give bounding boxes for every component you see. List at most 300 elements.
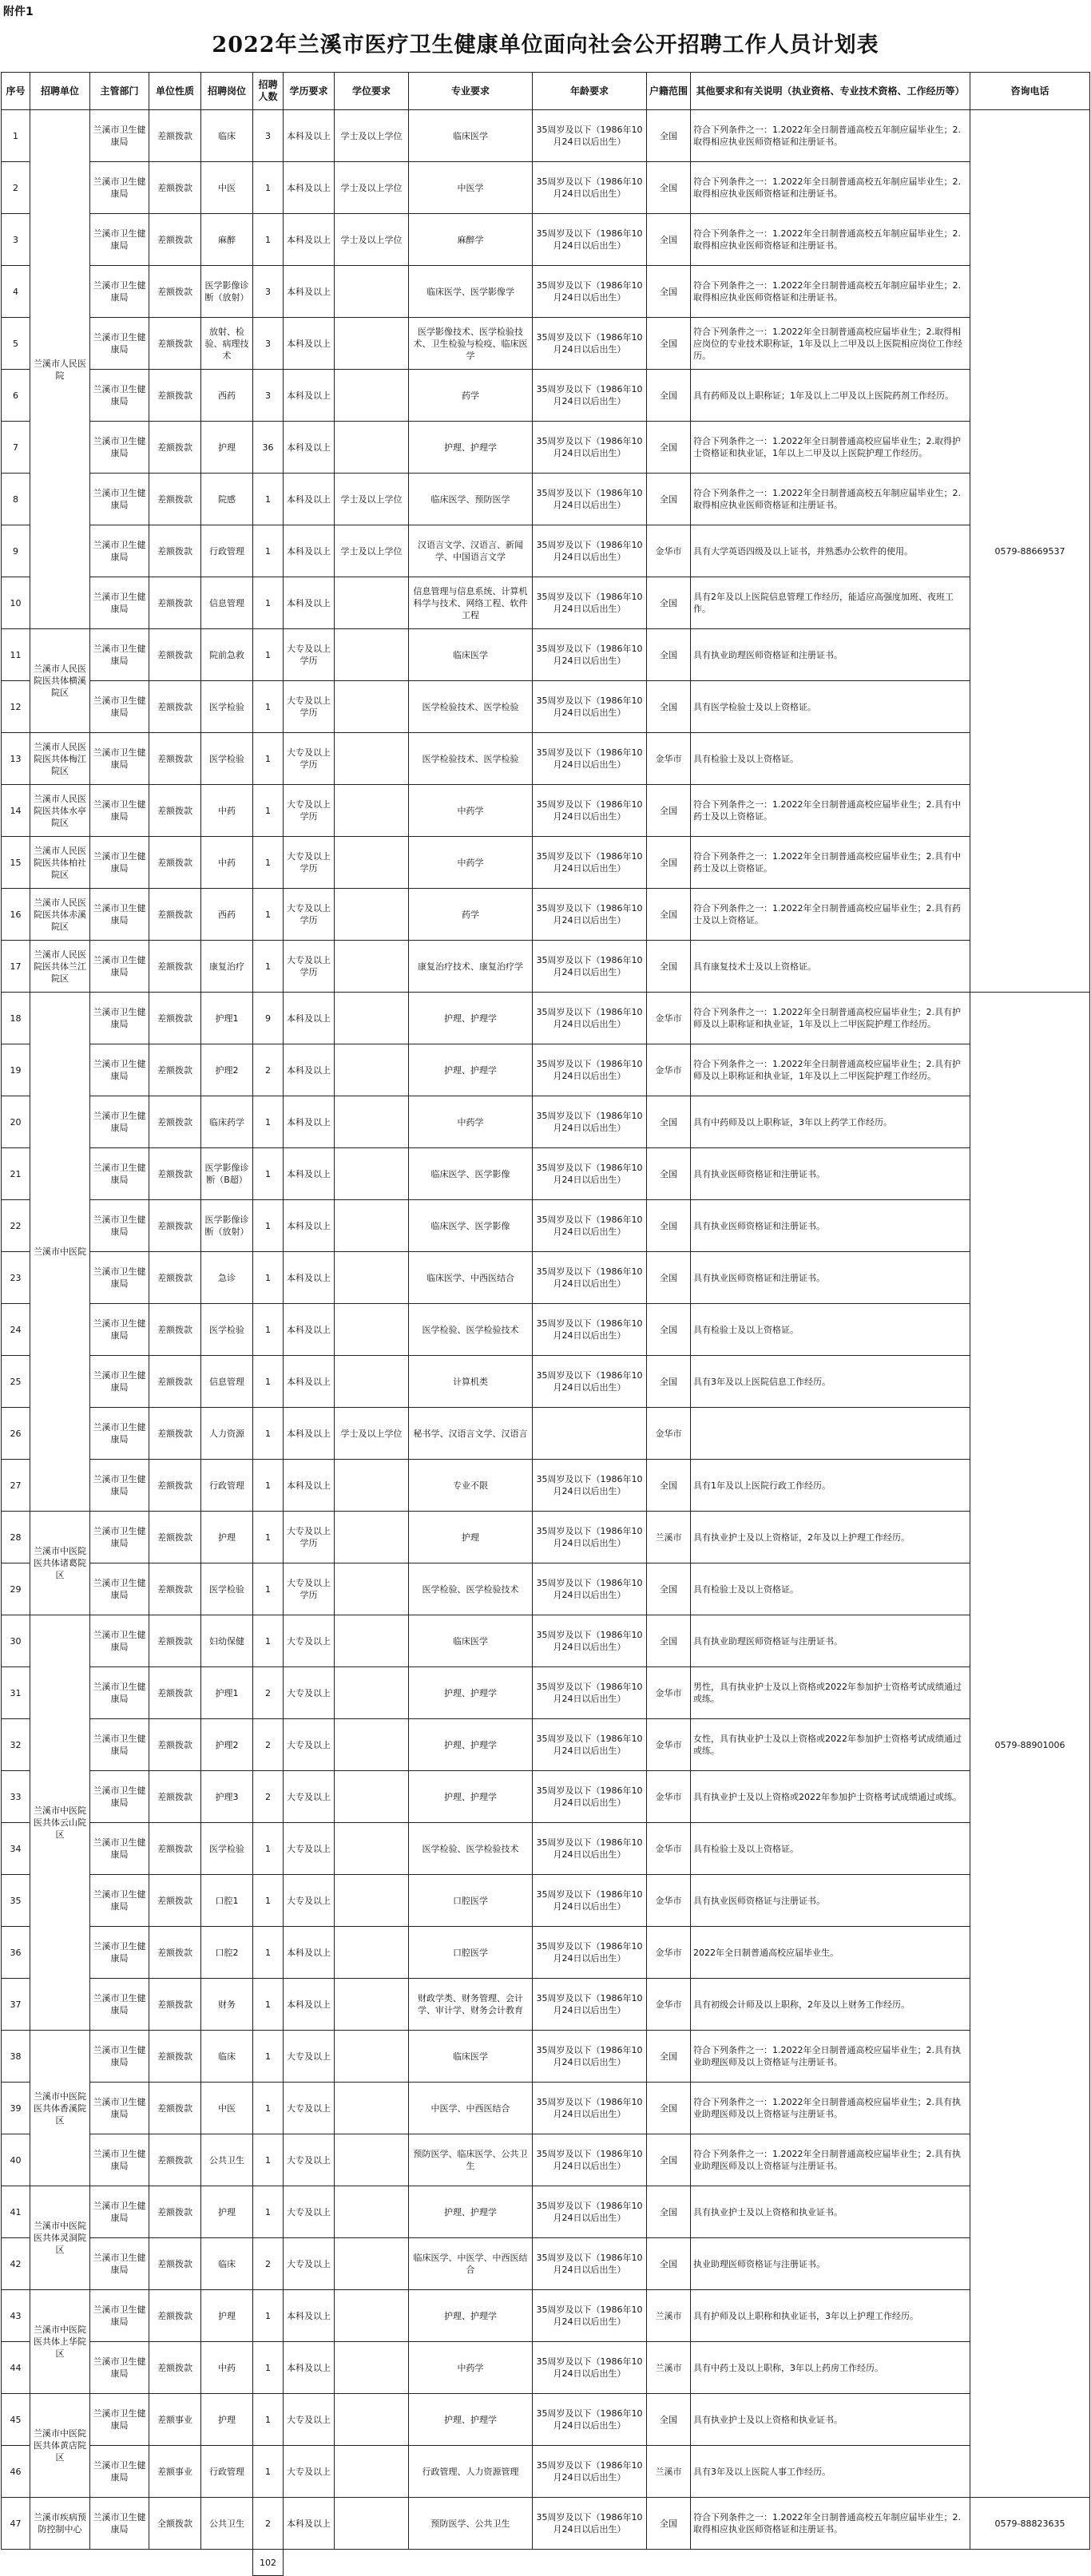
cell-no: 38 bbox=[2, 2031, 30, 2083]
cell-degree bbox=[335, 1979, 409, 2031]
attachment-label: 附件1 bbox=[3, 6, 34, 18]
cell-other: 具有执业医师资格证与注册证书。 bbox=[691, 1875, 970, 1927]
cell-edu: 本科及以上 bbox=[284, 1200, 335, 1252]
cell-major: 临床医学、医学影像 bbox=[409, 1200, 533, 1252]
table-row bbox=[2, 1927, 1090, 1979]
cell-dept: 兰溪市卫生健康局 bbox=[90, 733, 149, 785]
cell-age: 35周岁及以下（1986年10月24日以后出生） bbox=[533, 2498, 647, 2550]
cell-post: 医学检验 bbox=[201, 1823, 253, 1875]
cell-nature: 差额事业 bbox=[149, 2394, 201, 2446]
cell-no: 45 bbox=[2, 2394, 30, 2446]
cell-edu: 大专及以上 bbox=[284, 1875, 335, 1927]
cell-hukou: 全国 bbox=[647, 370, 691, 422]
cell-degree bbox=[335, 1304, 409, 1356]
cell-no: 23 bbox=[2, 1252, 30, 1304]
cell-edu: 大专及以上学历 bbox=[284, 837, 335, 889]
cell-nature: 差额拨款 bbox=[149, 525, 201, 577]
cell-no: 33 bbox=[2, 1771, 30, 1823]
cell-major: 临床医学、中医学、中西医结合 bbox=[409, 2238, 533, 2290]
total-row bbox=[2, 2550, 1090, 2576]
table-row bbox=[2, 1148, 1090, 1200]
cell-post: 口腔1 bbox=[201, 1875, 253, 1927]
cell-other: 2022年全日制普通高校应届毕业生。 bbox=[691, 1927, 970, 1979]
cell-unit: 兰溪市人民医院 bbox=[30, 110, 90, 629]
cell-degree bbox=[335, 785, 409, 837]
cell-edu: 大专及以上 bbox=[284, 2083, 335, 2134]
cell-age: 35周岁及以下（1986年10月24日以后出生） bbox=[533, 1875, 647, 1927]
cell-degree bbox=[335, 1563, 409, 1615]
table-row bbox=[2, 889, 1090, 941]
cell-major: 口腔医学 bbox=[409, 1875, 533, 1927]
cell-count: 1 bbox=[253, 837, 284, 889]
cell-age: 35周岁及以下（1986年10月24日以后出生） bbox=[533, 1823, 647, 1875]
cell-major: 临床医学、医学影像学 bbox=[409, 266, 533, 318]
cell-hukou: 全国 bbox=[647, 941, 691, 993]
cell-hukou: 全国 bbox=[647, 266, 691, 318]
cell-nature: 差额拨款 bbox=[149, 1563, 201, 1615]
cell-age: 35周岁及以下（1986年10月24日以后出生） bbox=[533, 733, 647, 785]
total-blank-cell bbox=[691, 2550, 970, 2576]
cell-degree bbox=[335, 733, 409, 785]
cell-unit: 兰溪市中医院 bbox=[30, 993, 90, 1512]
cell-hukou: 全国 bbox=[647, 2394, 691, 2446]
cell-post: 公共卫生 bbox=[201, 2498, 253, 2550]
cell-major: 护理、护理学 bbox=[409, 1044, 533, 1096]
cell-count: 3 bbox=[253, 110, 284, 162]
cell-post: 西药 bbox=[201, 370, 253, 422]
cell-hukou: 全国 bbox=[647, 1096, 691, 1148]
table-row bbox=[2, 1356, 1090, 1408]
cell-degree bbox=[335, 1044, 409, 1096]
cell-dept: 兰溪市卫生健康局 bbox=[90, 2238, 149, 2290]
cell-other: 符合下列条件之一：1.2022年全日制普通高校应届毕业生；2.具有执业助理医师及以上资格证与注册证书。 bbox=[691, 2134, 970, 2186]
cell-other: 具有执业助理医师资格证和注册证书。 bbox=[691, 629, 970, 681]
cell-degree bbox=[335, 1875, 409, 1927]
cell-nature: 差额拨款 bbox=[149, 1044, 201, 1096]
table-row bbox=[2, 681, 1090, 733]
cell-post: 院感 bbox=[201, 474, 253, 525]
cell-age: 35周岁及以下（1986年10月24日以后出生） bbox=[533, 1304, 647, 1356]
cell-post: 临床 bbox=[201, 2238, 253, 2290]
cell-post: 医学检验 bbox=[201, 1563, 253, 1615]
cell-other: 符合下列条件之一：1.2022年全日制普通高校应届毕业生；2.具有护师及以上职称证和执业证，1年及以上二甲医院护理工作经历。 bbox=[691, 993, 970, 1044]
cell-post: 医学检验 bbox=[201, 733, 253, 785]
cell-other: 符合下列条件之一：1.2022年全日制普通高校应届毕业生；2.具有护师及以上职称证和执业证，1年及以上二甲医院护理工作经历。 bbox=[691, 1044, 970, 1096]
cell-age: 35周岁及以下（1986年10月24日以后出生） bbox=[533, 2238, 647, 2290]
cell-edu: 本科及以上 bbox=[284, 1927, 335, 1979]
cell-hukou: 金华市 bbox=[647, 1408, 691, 1460]
cell-no: 34 bbox=[2, 1823, 30, 1875]
cell-count: 1 bbox=[253, 1356, 284, 1408]
cell-other: 男性，具有执业护士及以上资格或2022年参加护士资格考试成绩通过或练。 bbox=[691, 1667, 970, 1719]
cell-edu: 本科及以上 bbox=[284, 370, 335, 422]
cell-post: 行政管理 bbox=[201, 1460, 253, 1512]
cell-edu: 大专及以上学历 bbox=[284, 629, 335, 681]
cell-major: 麻醉学 bbox=[409, 214, 533, 266]
cell-degree bbox=[335, 1667, 409, 1719]
table-row bbox=[2, 2186, 1090, 2238]
cell-edu: 本科及以上 bbox=[284, 214, 335, 266]
cell-hukou: 全国 bbox=[647, 162, 691, 214]
cell-age: 35周岁及以下（1986年10月24日以后出生） bbox=[533, 1252, 647, 1304]
table-row bbox=[2, 1460, 1090, 1512]
cell-dept: 兰溪市卫生健康局 bbox=[90, 629, 149, 681]
cell-dept: 兰溪市卫生健康局 bbox=[90, 1719, 149, 1771]
cell-edu: 大专及以上 bbox=[284, 2446, 335, 2498]
cell-other: 具有2年及以上医院信息管理工作经历，能适应高强度加班、夜班工作。 bbox=[691, 577, 970, 629]
cell-post: 妇幼保健 bbox=[201, 1615, 253, 1667]
cell-other: 具有执业医师资格证和注册证书。 bbox=[691, 1148, 970, 1200]
header-dept: 主管部门 bbox=[90, 73, 149, 110]
cell-hukou: 全国 bbox=[647, 837, 691, 889]
total-blank-cell bbox=[284, 2550, 335, 2576]
cell-hukou: 全国 bbox=[647, 2031, 691, 2083]
cell-count: 36 bbox=[253, 422, 284, 474]
cell-age: 35周岁及以下（1986年10月24日以后出生） bbox=[533, 474, 647, 525]
cell-dept: 兰溪市卫生健康局 bbox=[90, 577, 149, 629]
cell-age: 35周岁及以下（1986年10月24日以后出生） bbox=[533, 1044, 647, 1096]
cell-edu: 大专及以上 bbox=[284, 2186, 335, 2238]
table-row bbox=[2, 993, 1090, 1044]
cell-age: 35周岁及以下（1986年10月24日以后出生） bbox=[533, 1563, 647, 1615]
cell-nature: 差额拨款 bbox=[149, 2083, 201, 2134]
cell-edu: 大专及以上 bbox=[284, 1719, 335, 1771]
cell-no: 35 bbox=[2, 1875, 30, 1927]
total-blank-cell bbox=[409, 2550, 533, 2576]
header-major: 专业要求 bbox=[409, 73, 533, 110]
cell-hukou: 全国 bbox=[647, 2498, 691, 2550]
cell-no: 27 bbox=[2, 1460, 30, 1512]
cell-unit: 兰溪市中医院医共体诸葛院区 bbox=[30, 1512, 90, 1615]
cell-nature: 全额拨款 bbox=[149, 2498, 201, 2550]
cell-major: 计算机类 bbox=[409, 1356, 533, 1408]
cell-dept: 兰溪市卫生健康局 bbox=[90, 941, 149, 993]
cell-other: 执业助理医师资格证与注册证书。 bbox=[691, 2238, 970, 2290]
cell-edu: 本科及以上 bbox=[284, 577, 335, 629]
cell-post: 医学影像诊断（B超） bbox=[201, 1148, 253, 1200]
cell-hukou: 全国 bbox=[647, 318, 691, 370]
cell-no: 12 bbox=[2, 681, 30, 733]
header-unit: 招聘单位 bbox=[30, 73, 90, 110]
cell-unit: 兰溪市中医院医共体云山院区 bbox=[30, 1615, 90, 2031]
cell-post: 护理 bbox=[201, 422, 253, 474]
cell-post: 院前急救 bbox=[201, 629, 253, 681]
table-row bbox=[2, 1615, 1090, 1667]
table-row bbox=[2, 1667, 1090, 1719]
cell-no: 5 bbox=[2, 318, 30, 370]
cell-degree bbox=[335, 681, 409, 733]
cell-age: 35周岁及以下（1986年10月24日以后出生） bbox=[533, 525, 647, 577]
cell-nature: 差额拨款 bbox=[149, 1927, 201, 1979]
cell-post: 人力资源 bbox=[201, 1408, 253, 1460]
cell-nature: 差额拨款 bbox=[149, 162, 201, 214]
cell-unit: 兰溪市中医院医共体上华院区 bbox=[30, 2290, 90, 2394]
cell-post: 护理 bbox=[201, 2394, 253, 2446]
cell-count: 3 bbox=[253, 370, 284, 422]
cell-major: 临床医学、预防医学 bbox=[409, 474, 533, 525]
cell-dept: 兰溪市卫生健康局 bbox=[90, 1563, 149, 1615]
cell-count: 1 bbox=[253, 629, 284, 681]
cell-age: 35周岁及以下（1986年10月24日以后出生） bbox=[533, 1148, 647, 1200]
page-title: 2022年兰溪市医疗卫生健康单位面向社会公开招聘工作人员计划表 bbox=[212, 33, 879, 57]
cell-nature: 差额拨款 bbox=[149, 2342, 201, 2394]
cell-age: 35周岁及以下（1986年10月24日以后出生） bbox=[533, 1096, 647, 1148]
cell-edu: 大专及以上学历 bbox=[284, 1512, 335, 1563]
cell-edu: 大专及以上 bbox=[284, 1615, 335, 1667]
cell-post: 护理 bbox=[201, 1512, 253, 1563]
cell-major: 临床医学 bbox=[409, 2031, 533, 2083]
cell-post: 医学影像诊断（放射） bbox=[201, 1200, 253, 1252]
cell-degree bbox=[335, 318, 409, 370]
recruitment-plan-table bbox=[1, 72, 1090, 2576]
cell-nature: 差额拨款 bbox=[149, 1875, 201, 1927]
cell-no: 41 bbox=[2, 2186, 30, 2238]
cell-post: 医学检验 bbox=[201, 1304, 253, 1356]
cell-no: 28 bbox=[2, 1512, 30, 1563]
cell-nature: 差额拨款 bbox=[149, 110, 201, 162]
cell-edu: 本科及以上 bbox=[284, 266, 335, 318]
cell-edu: 本科及以上 bbox=[284, 1356, 335, 1408]
cell-count: 2 bbox=[253, 1771, 284, 1823]
cell-edu: 本科及以上 bbox=[284, 2342, 335, 2394]
table-row bbox=[2, 525, 1090, 577]
cell-count: 1 bbox=[253, 2083, 284, 2134]
cell-nature: 差额拨款 bbox=[149, 837, 201, 889]
cell-degree bbox=[335, 266, 409, 318]
cell-major: 医学影像技术、医学检验技术、卫生检验与检疫、临床医学 bbox=[409, 318, 533, 370]
cell-degree bbox=[335, 2134, 409, 2186]
cell-no: 16 bbox=[2, 889, 30, 941]
cell-no: 13 bbox=[2, 733, 30, 785]
cell-edu: 本科及以上 bbox=[284, 993, 335, 1044]
cell-other: 符合下列条件之一：1.2022年全日制普通高校五年制应届毕业生；2.取得相应执业医师资格证和注册证书。 bbox=[691, 214, 970, 266]
cell-nature: 差额拨款 bbox=[149, 1615, 201, 1667]
cell-major: 医学检验、医学检验技术 bbox=[409, 1823, 533, 1875]
table-row bbox=[2, 2290, 1090, 2342]
cell-age: 35周岁及以下（1986年10月24日以后出生） bbox=[533, 214, 647, 266]
cell-count: 1 bbox=[253, 2031, 284, 2083]
cell-unit: 兰溪市人民医院医共体梅江院区 bbox=[30, 733, 90, 785]
cell-nature: 差额拨款 bbox=[149, 1304, 201, 1356]
cell-major: 药学 bbox=[409, 889, 533, 941]
total-blank-cell bbox=[201, 2550, 253, 2576]
cell-age: 35周岁及以下（1986年10月24日以后出生） bbox=[533, 681, 647, 733]
cell-dept: 兰溪市卫生健康局 bbox=[90, 2394, 149, 2446]
cell-hukou: 全国 bbox=[647, 629, 691, 681]
cell-nature: 差额拨款 bbox=[149, 1148, 201, 1200]
cell-count: 1 bbox=[253, 889, 284, 941]
cell-no: 25 bbox=[2, 1356, 30, 1408]
cell-hukou: 金华市 bbox=[647, 1823, 691, 1875]
cell-other: 具有执业医师资格证和注册证书。 bbox=[691, 1200, 970, 1252]
cell-no: 39 bbox=[2, 2083, 30, 2134]
cell-no: 1 bbox=[2, 110, 30, 162]
cell-unit: 兰溪市人民医院医共体横溪院区 bbox=[30, 629, 90, 733]
cell-hukou: 全国 bbox=[647, 2083, 691, 2134]
cell-count: 1 bbox=[253, 1408, 284, 1460]
cell-major: 预防医学、临床医学、公共卫生 bbox=[409, 2134, 533, 2186]
cell-post: 护理 bbox=[201, 2186, 253, 2238]
cell-major: 护理、护理学 bbox=[409, 2186, 533, 2238]
cell-count: 1 bbox=[253, 733, 284, 785]
table-row bbox=[2, 1200, 1090, 1252]
cell-age: 35周岁及以下（1986年10月24日以后出生） bbox=[533, 2186, 647, 2238]
cell-nature: 差额拨款 bbox=[149, 214, 201, 266]
cell-count: 1 bbox=[253, 2290, 284, 2342]
cell-hukou: 全国 bbox=[647, 1356, 691, 1408]
header-degree: 学位要求 bbox=[335, 73, 409, 110]
total-blank-cell bbox=[647, 2550, 691, 2576]
cell-no: 17 bbox=[2, 941, 30, 993]
cell-other: 具有执业护士及以上资格和执业证书。 bbox=[691, 2186, 970, 2238]
cell-age: 35周岁及以下（1986年10月24日以后出生） bbox=[533, 629, 647, 681]
header-count: 招聘人数 bbox=[253, 73, 284, 110]
cell-no: 9 bbox=[2, 525, 30, 577]
total-blank-cell bbox=[335, 2550, 409, 2576]
cell-other: 女性，具有执业护士及以上资格或2022年参加护士资格考试成绩通过或练。 bbox=[691, 1719, 970, 1771]
table-row bbox=[2, 1979, 1090, 2031]
cell-edu: 大专及以上学历 bbox=[284, 889, 335, 941]
cell-major: 秘书学、汉语言文学、汉语言 bbox=[409, 1408, 533, 1460]
cell-hukou: 全国 bbox=[647, 1460, 691, 1512]
cell-post: 行政管理 bbox=[201, 525, 253, 577]
cell-other: 具有护师及以上职称和执业证书，3年以上护理工作经历。 bbox=[691, 2290, 970, 2342]
table-row bbox=[2, 2394, 1090, 2446]
cell-post: 中医 bbox=[201, 2083, 253, 2134]
table-row bbox=[2, 2134, 1090, 2186]
cell-post: 临床 bbox=[201, 2031, 253, 2083]
cell-other: 符合下列条件之一：1.2022年全日制普通高校应届毕业生；2.具有执业助理医师及以上资格证与注册证书。 bbox=[691, 2083, 970, 2134]
cell-other: 具有执业护士及以上资格或2022年参加护士资格考试成绩通过或练。 bbox=[691, 1771, 970, 1823]
cell-degree bbox=[335, 2290, 409, 2342]
cell-dept: 兰溪市卫生健康局 bbox=[90, 1408, 149, 1460]
total-blank-cell bbox=[90, 2550, 149, 2576]
table-row bbox=[2, 1408, 1090, 1460]
cell-hukou: 全国 bbox=[647, 1304, 691, 1356]
cell-edu: 大专及以上学历 bbox=[284, 785, 335, 837]
cell-degree bbox=[335, 2394, 409, 2446]
cell-hukou: 金华市 bbox=[647, 1667, 691, 1719]
cell-count: 2 bbox=[253, 2498, 284, 2550]
cell-post: 中药 bbox=[201, 785, 253, 837]
cell-age: 35周岁及以下（1986年10月24日以后出生） bbox=[533, 1667, 647, 1719]
cell-no: 7 bbox=[2, 422, 30, 474]
cell-degree bbox=[335, 1096, 409, 1148]
cell-post: 临床 bbox=[201, 110, 253, 162]
cell-edu: 大专及以上学历 bbox=[284, 1563, 335, 1615]
cell-hukou: 全国 bbox=[647, 577, 691, 629]
cell-age: 35周岁及以下（1986年10月24日以后出生） bbox=[533, 2134, 647, 2186]
cell-other: 具有检验士及以上资格证。 bbox=[691, 733, 970, 785]
cell-nature: 差额拨款 bbox=[149, 318, 201, 370]
cell-count: 1 bbox=[253, 474, 284, 525]
cell-count: 1 bbox=[253, 525, 284, 577]
cell-other: 符合下列条件之一：1.2022年全日制普通高校应届毕业生；2.具有中药士及以上资格证。 bbox=[691, 785, 970, 837]
cell-other: 具有执业护士及以上资格和执业证书。 bbox=[691, 2394, 970, 2446]
table-row bbox=[2, 2446, 1090, 2498]
cell-nature: 差额拨款 bbox=[149, 474, 201, 525]
cell-age: 35周岁及以下（1986年10月24日以后出生） bbox=[533, 1927, 647, 1979]
cell-edu: 大专及以上 bbox=[284, 1771, 335, 1823]
cell-no: 31 bbox=[2, 1667, 30, 1719]
cell-nature: 差额拨款 bbox=[149, 1460, 201, 1512]
cell-hukou: 兰溪市 bbox=[647, 1512, 691, 1563]
cell-other: 符合下列条件之一：1.2022年全日制普通高校五年制应届毕业生；2.取得相应执业医师资格证和注册证书。 bbox=[691, 162, 970, 214]
cell-no: 15 bbox=[2, 837, 30, 889]
cell-edu: 本科及以上 bbox=[284, 1460, 335, 1512]
cell-nature: 差额拨款 bbox=[149, 2290, 201, 2342]
cell-age: 35周岁及以下（1986年10月24日以后出生） bbox=[533, 110, 647, 162]
cell-post: 财务 bbox=[201, 1979, 253, 2031]
cell-hukou: 全国 bbox=[647, 422, 691, 474]
table-row bbox=[2, 1096, 1090, 1148]
header-other: 其他要求和有关说明（执业资格、专业技术资格、工作经历等） bbox=[691, 73, 970, 110]
table-row bbox=[2, 214, 1090, 266]
cell-age: 35周岁及以下（1986年10月24日以后出生） bbox=[533, 2446, 647, 2498]
table-row bbox=[2, 2031, 1090, 2083]
header-post: 招聘岗位 bbox=[201, 73, 253, 110]
cell-dept: 兰溪市卫生健康局 bbox=[90, 1875, 149, 1927]
cell-degree bbox=[335, 1252, 409, 1304]
cell-nature: 差额事业 bbox=[149, 2446, 201, 2498]
cell-other: 符合下列条件之一：1.2022年全日制普通高校五年制应届毕业生；2.取得相应执业医师资格证和注册证书。 bbox=[691, 266, 970, 318]
cell-other bbox=[691, 1408, 970, 1460]
cell-dept: 兰溪市卫生健康局 bbox=[90, 370, 149, 422]
cell-unit: 兰溪市中医院医共体黄店院区 bbox=[30, 2394, 90, 2498]
total-blank-cell bbox=[533, 2550, 647, 2576]
cell-count: 9 bbox=[253, 993, 284, 1044]
cell-age: 35周岁及以下（1986年10月24日以后出生） bbox=[533, 2394, 647, 2446]
cell-age: 35周岁及以下（1986年10月24日以后出生） bbox=[533, 577, 647, 629]
cell-no: 8 bbox=[2, 474, 30, 525]
table-row bbox=[2, 370, 1090, 422]
cell-dept: 兰溪市卫生健康局 bbox=[90, 993, 149, 1044]
total-blank-cell bbox=[970, 2550, 1090, 2576]
cell-degree bbox=[335, 1356, 409, 1408]
cell-phone: 0579-88901006 bbox=[970, 993, 1090, 2498]
cell-unit: 兰溪市人民医院医共体赤溪院区 bbox=[30, 889, 90, 941]
cell-count: 1 bbox=[253, 1615, 284, 1667]
cell-count: 1 bbox=[253, 1200, 284, 1252]
cell-major: 临床医学、中西医结合 bbox=[409, 1252, 533, 1304]
cell-nature: 差额拨款 bbox=[149, 1096, 201, 1148]
cell-other: 具有医学检验士及以上资格证。 bbox=[691, 681, 970, 733]
cell-degree bbox=[335, 370, 409, 422]
cell-post: 麻醉 bbox=[201, 214, 253, 266]
cell-other: 符合下列条件之一：1.2022年全日制普通高校应届毕业生；2.取得相应岗位的专业技术职称证，1年及以上二甲及以上医院相应岗位工作经历。 bbox=[691, 318, 970, 370]
cell-degree bbox=[335, 1200, 409, 1252]
cell-other: 符合下列条件之一：1.2022年全日制普通高校应届毕业生；2.具有中药士及以上资格证。 bbox=[691, 837, 970, 889]
cell-major: 中药学 bbox=[409, 2342, 533, 2394]
cell-major: 口腔医学 bbox=[409, 1927, 533, 1979]
cell-other: 具有3年及以上医院信息工作经历。 bbox=[691, 1356, 970, 1408]
cell-no: 29 bbox=[2, 1563, 30, 1615]
cell-degree bbox=[335, 1823, 409, 1875]
cell-major: 医学检验、医学检验技术 bbox=[409, 1563, 533, 1615]
cell-nature: 差额拨款 bbox=[149, 681, 201, 733]
table-row bbox=[2, 733, 1090, 785]
cell-major: 预防医学、公共卫生 bbox=[409, 2498, 533, 2550]
cell-degree bbox=[335, 2342, 409, 2394]
cell-major: 医学检验、医学检验技术 bbox=[409, 1304, 533, 1356]
table-body bbox=[2, 110, 1090, 2576]
cell-age bbox=[533, 1408, 647, 1460]
cell-other: 具有检验士及以上资格证。 bbox=[691, 1304, 970, 1356]
cell-degree bbox=[335, 2186, 409, 2238]
cell-no: 42 bbox=[2, 2238, 30, 2290]
cell-hukou: 全国 bbox=[647, 1200, 691, 1252]
cell-no: 30 bbox=[2, 1615, 30, 1667]
